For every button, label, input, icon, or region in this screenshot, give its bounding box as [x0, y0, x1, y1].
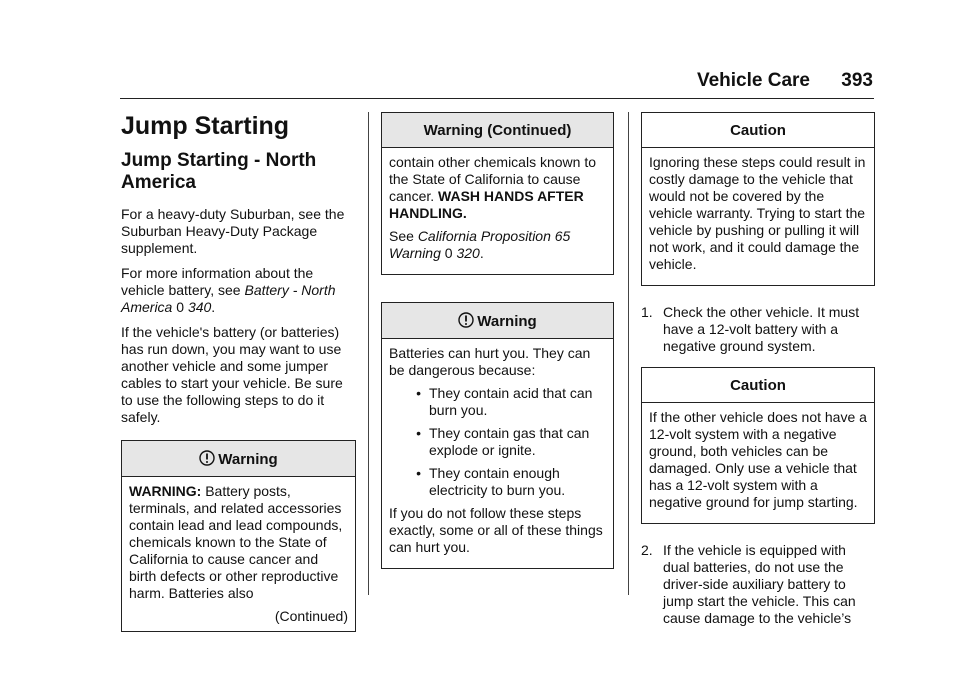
warning-text: Battery posts, terminals, and related accessories contain lead and lead compounds, chemicals known to the State of California to cause cancer and birth defects or other reproductive harm. Batteries also	[129, 483, 343, 601]
page-reference[interactable]: 320	[456, 245, 480, 261]
warning-header	[122, 441, 355, 477]
list-item: • They contain acid that can burn you.	[416, 385, 593, 418]
paragraph-battery-info: For more information about the vehicle battery, see Battery - North America 0 340.	[121, 265, 336, 315]
warning-box	[121, 440, 356, 632]
warning-intro: Batteries can hurt you. They can be dangerous because:	[389, 345, 591, 378]
step-text: If the vehicle is equipped with dual batteries, do not use the driver-side auxiliary battery to jump start the vehicle. This can cause damage to the vehicle’s	[663, 542, 856, 626]
paragraph-intro: If the vehicle's battery (or batteries) has run down, you may want to use another vehicle and some jumper cables to start your vehicle. Be sure to use the following steps to do it safely.	[121, 324, 343, 425]
column-divider-2	[628, 112, 629, 595]
paragraph-text: For more information about the vehicle battery, see	[121, 265, 314, 298]
column-3	[641, 112, 875, 635]
caution-text: If the other vehicle does not have a 12-volt system with a negative ground, both vehicles can be damaged. Only use a vehicle that has a 12-volt system with a negative ground for jump starting.	[649, 409, 867, 510]
paragraph-suburban: For a heavy-duty Suburban, see the Suburban Heavy-Duty Package supplement.	[121, 206, 345, 256]
header-rule	[120, 98, 874, 99]
section-heading: Jump Starting	[121, 112, 290, 140]
column-1	[121, 112, 356, 650]
page-ref-icon: 0	[444, 245, 453, 261]
subsection-heading: Jump Starting - North America	[121, 150, 317, 193]
step-item	[641, 542, 875, 627]
page-number: 393	[841, 70, 873, 91]
warning-icon	[199, 450, 215, 466]
continued-label: (Continued)	[274, 608, 348, 624]
warning-title: Warning	[218, 451, 278, 468]
step-text: Check the other vehicle. It must have a 12-volt battery with a negative ground system.	[663, 304, 860, 354]
list-item: • They contain enough electricity to burn you.	[416, 465, 566, 498]
header-section-title: Vehicle Care	[696, 70, 810, 91]
warning-body	[129, 483, 348, 602]
list-item: • They contain gas that can explode or ignite.	[416, 425, 590, 458]
column-2	[381, 112, 614, 587]
battery-warning-box	[381, 302, 614, 569]
step-item	[641, 304, 875, 355]
prop65-link[interactable]: California Proposition 65 Warning	[389, 228, 571, 261]
warning-continued-header: Warning (Continued)	[382, 113, 613, 148]
caution-header: Caution	[642, 368, 874, 403]
caution-text: Ignoring these steps could result in costly damage to the vehicle that would not be covered by the vehicle warranty. Trying to start the vehicle by pushing or pulling it will not work, and it could damage the vehicle.	[649, 154, 866, 272]
cross-reference-link[interactable]: Battery - North America	[121, 282, 336, 315]
see-reference: See California Proposition 65 Warning 0 320.	[389, 228, 571, 261]
warning-continued-text: contain other chemicals known to the State of California to cause cancer. WASH HANDS AFTER HANDLING.	[389, 154, 596, 221]
warning-icon	[458, 312, 474, 328]
warning-outro: If you do not follow these steps exactly, some or all of these things can hurt you.	[389, 505, 603, 555]
wash-hands-text: WASH HANDS AFTER HANDLING.	[389, 188, 584, 221]
page-ref-icon: 0	[176, 299, 185, 315]
warning-continued-box	[381, 112, 614, 275]
step-number: 2.	[641, 542, 653, 558]
warning-label: WARNING:	[129, 483, 202, 499]
caution-header: Caution	[642, 113, 874, 148]
caution-box-2	[641, 367, 875, 524]
battery-warning-header	[382, 303, 613, 339]
column-divider-1	[368, 112, 369, 595]
caution-box-1	[641, 112, 875, 286]
step-number: 1.	[641, 304, 653, 320]
page-reference[interactable]: 340	[187, 299, 212, 315]
warning-title: Warning	[477, 313, 537, 330]
